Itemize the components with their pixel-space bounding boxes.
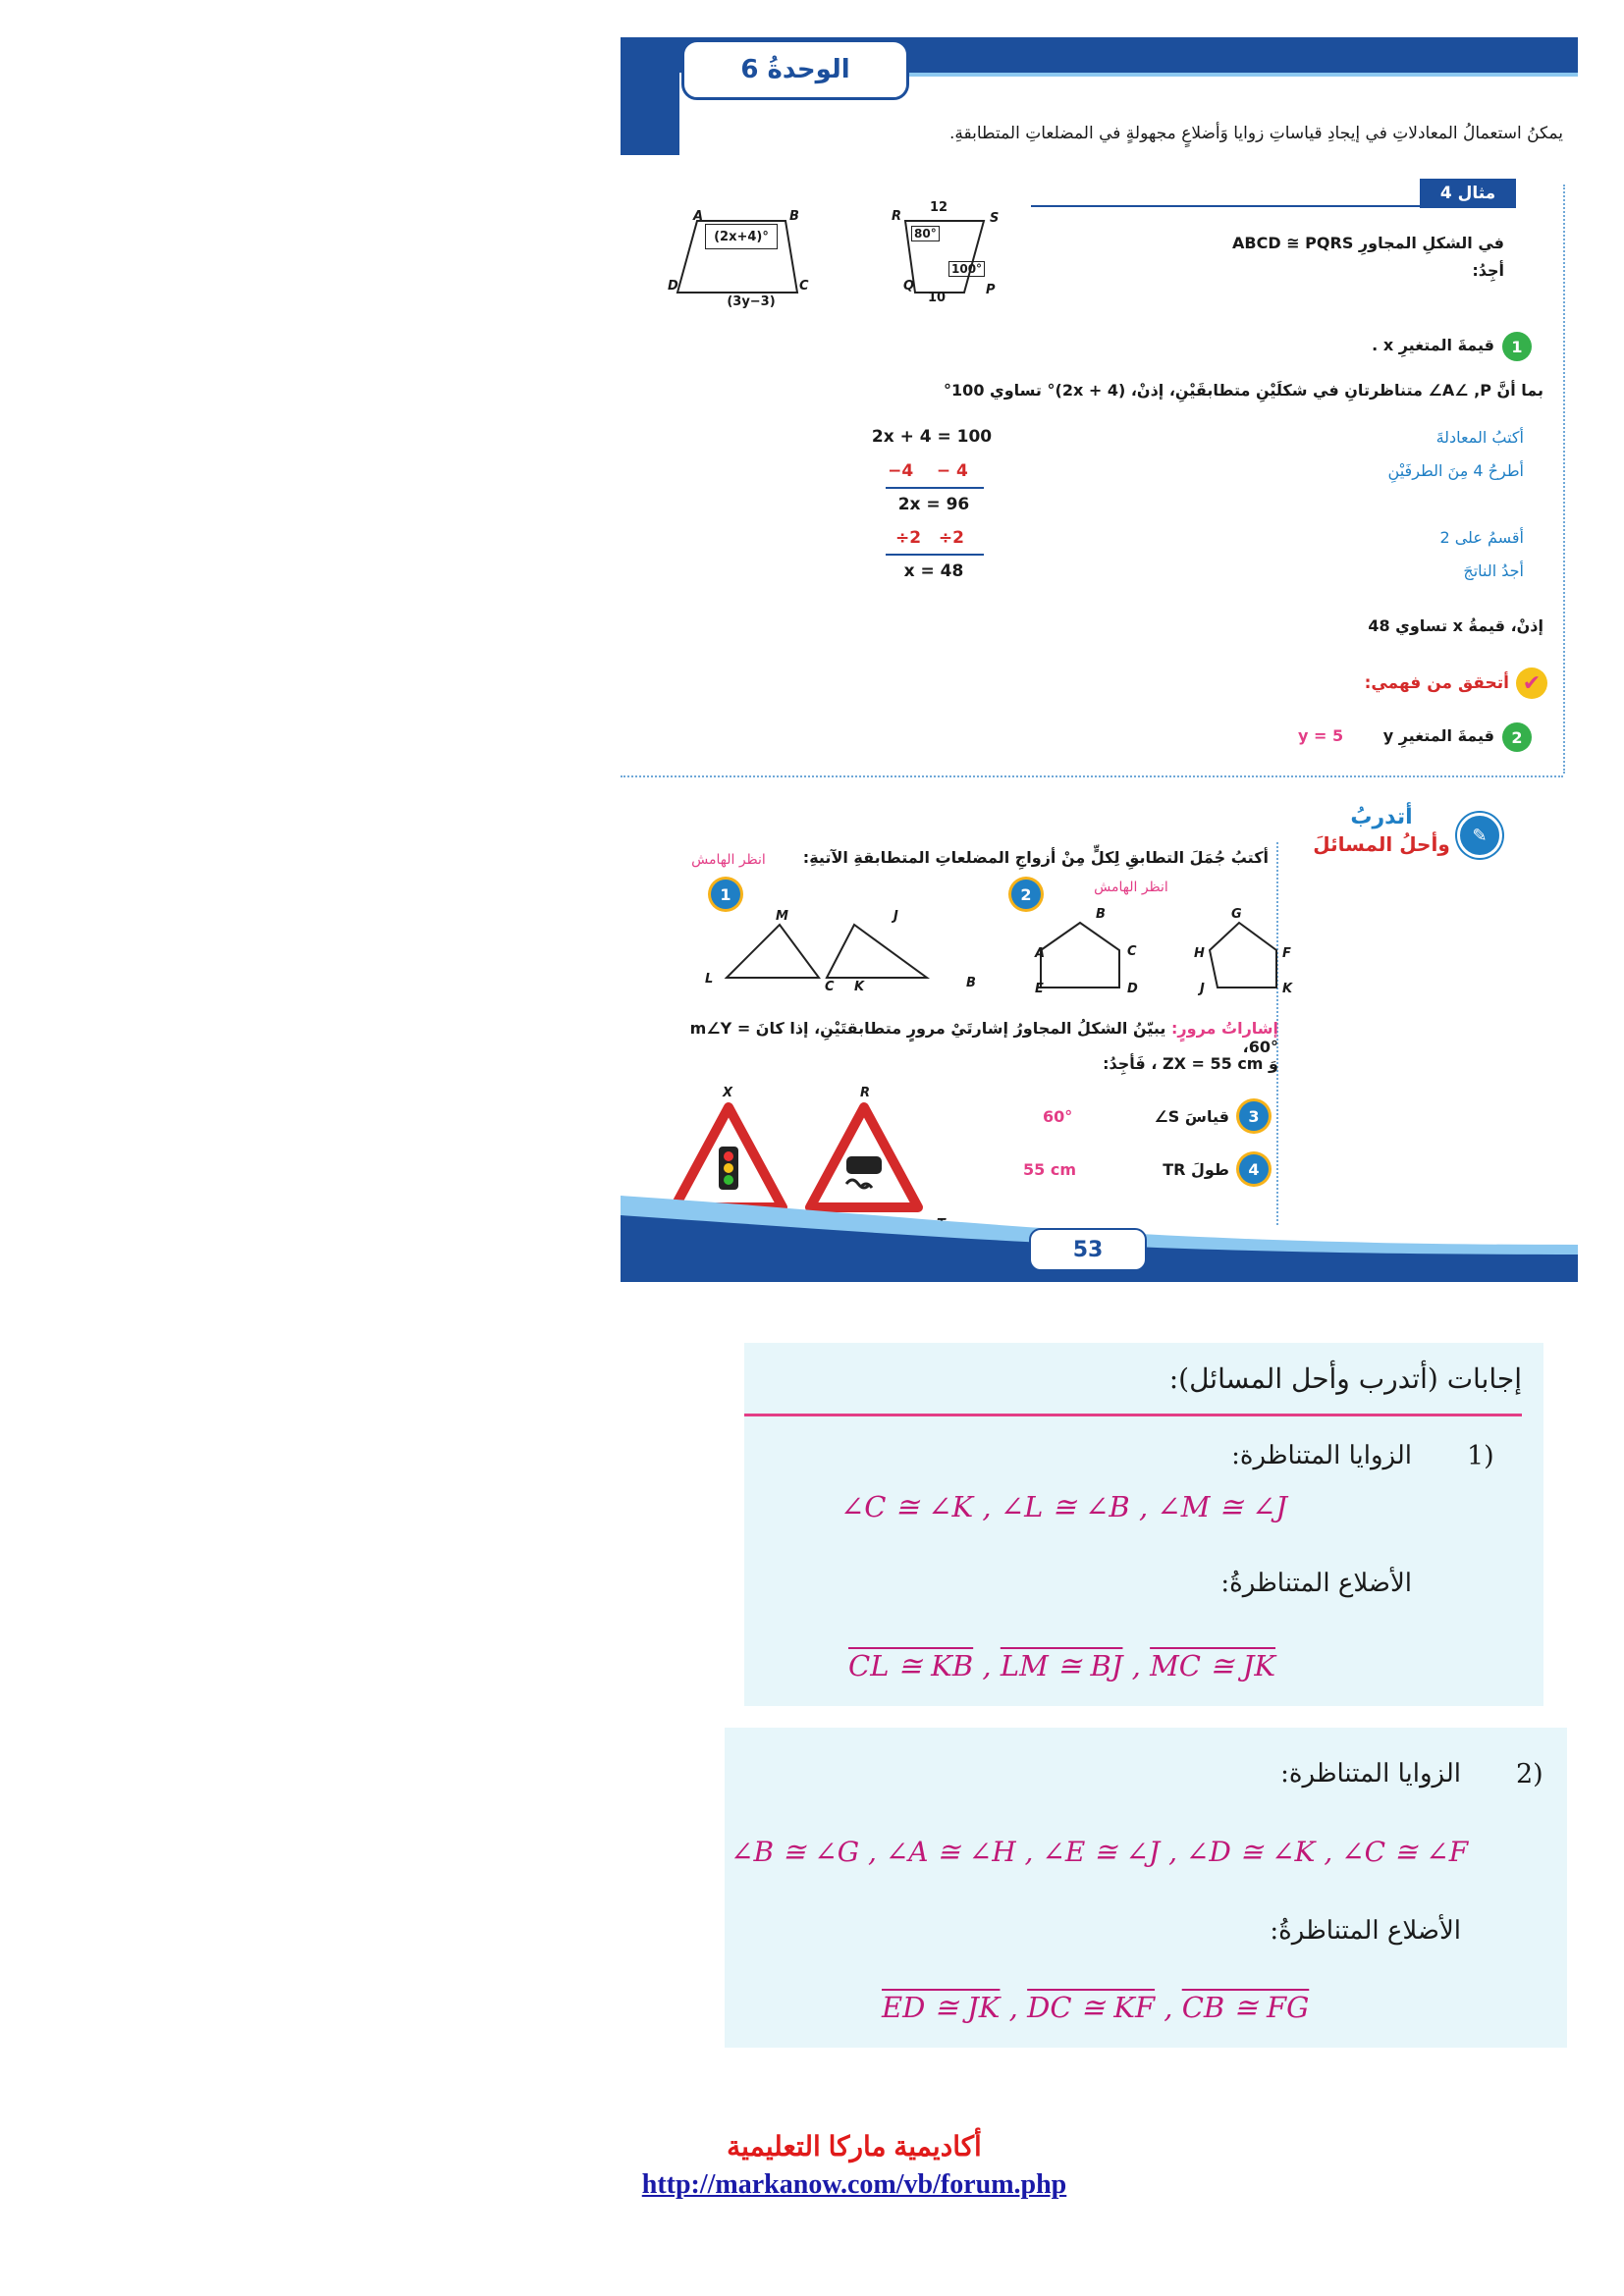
step-label-2: أطرحُ 4 مِنَ الطرفَيْنِ bbox=[1387, 461, 1524, 480]
pent-label-C: C bbox=[1127, 944, 1137, 959]
conclusion-text: إذنْ، قيمةُ x تساوي 48 bbox=[1368, 616, 1543, 635]
answers-title-rule bbox=[744, 1414, 1522, 1416]
item1-sides-label: الأضلاع المتناظرةُ: bbox=[1220, 1569, 1412, 1598]
practice-badge bbox=[1308, 805, 1494, 866]
check-icon: ✔ bbox=[1516, 667, 1547, 699]
item1-side-1: CL ≅ KB bbox=[848, 1649, 974, 1682]
q2-answer: y = 5 bbox=[1298, 726, 1344, 745]
top-band-corner bbox=[621, 37, 679, 155]
label-R: R bbox=[892, 209, 902, 224]
step-eq-3: 2x = 96 bbox=[897, 495, 970, 514]
angle-p-label: 100° bbox=[948, 261, 985, 277]
tri-label-C: C bbox=[825, 980, 835, 994]
example-prompt: في الشكلِ المجاورِ ABCD ≅ PQRS bbox=[1232, 234, 1504, 252]
side-qp-label: 10 bbox=[928, 291, 947, 305]
item1-side-3: MC ≅ JK bbox=[1150, 1649, 1276, 1682]
practice-q4-answer: 55 cm bbox=[1023, 1160, 1076, 1179]
tri-label-K: K bbox=[854, 980, 865, 994]
pent-label-H: H bbox=[1194, 946, 1205, 961]
practice-q3-badge: 3 bbox=[1239, 1101, 1269, 1131]
example-find: أجِدُ: bbox=[1472, 261, 1504, 280]
unit-title: الوحدةُ 6 bbox=[681, 39, 909, 100]
check-title: أتحقق من فهمي: bbox=[1364, 673, 1509, 693]
pent-label-J: J bbox=[1200, 982, 1205, 996]
q1-label: قيمةَ المتغيرِ x . bbox=[1372, 336, 1494, 354]
section-divider bbox=[621, 775, 1563, 777]
label-Q: Q bbox=[903, 279, 915, 294]
practice-q3-label: قياسَ S∠ bbox=[1154, 1107, 1229, 1126]
pent-label-A: A bbox=[1035, 946, 1046, 961]
step-label-4: أقسمُ على 2 bbox=[1439, 528, 1524, 547]
pent-label-F: F bbox=[1282, 946, 1291, 961]
label-S: S bbox=[990, 211, 1000, 226]
pentagon-abcde bbox=[1041, 923, 1119, 988]
label-A: A bbox=[693, 209, 704, 224]
item2-sides-label: الأضلاع المتناظرةُ: bbox=[1270, 1916, 1461, 1946]
item1-number: 1) bbox=[1467, 1441, 1494, 1471]
practice-q4-label: طولَ TR bbox=[1163, 1160, 1229, 1179]
signs-text-2: وَ ZX = 55 cm ، فَأجِدُ: bbox=[1103, 1054, 1278, 1073]
practice-q1-badge: 1 bbox=[711, 880, 740, 909]
section-vrule bbox=[1563, 185, 1565, 774]
signs-text: يبيّنُ الشكلُ المجاورُ إشارتَيْ مرورٍ متطابقتَيْنِ، إذا كانَ m∠Y = 60°، bbox=[689, 1019, 1278, 1056]
side-dc-label: (3y−3) bbox=[727, 294, 776, 309]
item2-side-1: ED ≅ JK bbox=[882, 1991, 1001, 2024]
triangle-figures bbox=[719, 901, 974, 989]
item2-angles-label: الزوايا المتناظرة: bbox=[1280, 1759, 1461, 1789]
textbook-page bbox=[621, 37, 1578, 1282]
forum-link[interactable]: http://markanow.com/vb/forum.php bbox=[641, 2169, 1067, 2200]
example-tag: مثال 4 bbox=[1420, 179, 1516, 208]
practice-badge-line2: وأحلُ المسائلَ bbox=[1313, 832, 1450, 856]
eq-rule-2 bbox=[886, 554, 984, 556]
intro-text: يمكنُ استعمالُ المعادلاتِ في إيجادِ قياساتِ زوايا وَأضلاعٍ مجهولةٍ في المضلعاتِ المتطابقةِ. bbox=[948, 124, 1563, 143]
item2-side-2: DC ≅ KF bbox=[1027, 1991, 1156, 2024]
item2-side-3: CB ≅ FG bbox=[1181, 1991, 1310, 2024]
pentagon-figures bbox=[1033, 901, 1288, 999]
tri-label-M: M bbox=[776, 909, 788, 924]
label-C: C bbox=[799, 279, 809, 294]
q2-badge: 2 bbox=[1502, 722, 1532, 752]
tri-label-B: B bbox=[966, 976, 976, 990]
side-rs-label: 12 bbox=[930, 200, 948, 215]
pent-label-D: D bbox=[1127, 982, 1138, 996]
item1-side-2: LM ≅ BJ bbox=[1000, 1649, 1123, 1682]
step-label-5: أجدُ الناتجَ bbox=[1463, 561, 1524, 580]
angle-a-label: (2x+4)° bbox=[705, 224, 778, 249]
see-margin-1: انظر الهامش bbox=[691, 852, 766, 868]
label-P: P bbox=[986, 283, 996, 297]
step-eq-2: −4 − 4 bbox=[888, 461, 968, 481]
label-D: D bbox=[668, 279, 678, 294]
pent-label-E: E bbox=[1035, 982, 1044, 996]
trapezoid-figures bbox=[670, 199, 994, 347]
tri-label-J: J bbox=[893, 909, 898, 924]
step-eq-1: 2x + 4 = 100 bbox=[871, 427, 993, 447]
step-eq-5: x = 48 bbox=[903, 561, 964, 581]
label-B: B bbox=[789, 209, 799, 224]
item1-sides: CL ≅ KB , LM ≅ BJ , MC ≅ JK bbox=[848, 1649, 1276, 1682]
answers-panel-1 bbox=[744, 1343, 1543, 1706]
triangle-lmc bbox=[727, 925, 819, 978]
pent-label-G: G bbox=[1231, 907, 1242, 922]
practice-q3-answer: 60° bbox=[1043, 1107, 1073, 1126]
item2-sides: ED ≅ JK , DC ≅ KF , CB ≅ FG bbox=[882, 1991, 1310, 2024]
triangle-kjb bbox=[827, 925, 927, 978]
angle-r-label: 80° bbox=[911, 226, 940, 241]
practice-instruction: أكتبُ جُمَلَ التطابقِ لِكلٍّ مِنْ أزواجِ المضلعاتِ المتطابقةِ الآتيةِ: bbox=[802, 848, 1269, 867]
unit-underline bbox=[909, 73, 1578, 77]
reasoning-text: بما أنَّ A∠ ,P∠ متناظرتانِ في شكلَيْنِ متطابقَيْنِ، إذنْ، (2x + 4)° تساوي 100° bbox=[944, 381, 1543, 400]
step-eq-4: ÷2 ÷2 bbox=[895, 528, 964, 548]
answers-panel-2 bbox=[725, 1728, 1567, 2048]
item2-number: 2) bbox=[1516, 1759, 1543, 1789]
pent-label-K: K bbox=[1282, 982, 1293, 996]
tri-label-L: L bbox=[705, 972, 714, 987]
item2-angles: ∠B ≅ ∠G , ∠A ≅ ∠H , ∠E ≅ ∠J , ∠D ≅ ∠K , ∠C ≅ ∠F bbox=[731, 1836, 1469, 1868]
item1-angles: ∠C ≅ ∠K , ∠L ≅ ∠B , ∠M ≅ ∠J bbox=[840, 1490, 1288, 1523]
eq-rule-1 bbox=[886, 487, 984, 489]
pencil-icon: ✎ bbox=[1457, 813, 1502, 858]
q2-label: قيمةَ المتغيرِ y bbox=[1382, 726, 1494, 745]
practice-q2-badge: 2 bbox=[1011, 880, 1041, 909]
skidding-car-icon bbox=[846, 1156, 882, 1174]
signs-paragraph bbox=[660, 1019, 1278, 1056]
pent-label-B: B bbox=[1096, 907, 1106, 922]
practice-badge-line1: أتدربُ bbox=[1350, 805, 1413, 829]
signs-title: إشاراتُ مرورٍ: bbox=[1171, 1019, 1278, 1038]
sign-label-X: X bbox=[723, 1086, 733, 1100]
academy-name: أكاديمية ماركا التعليمية bbox=[727, 2131, 982, 2162]
step-label-1: أكتبُ المعادلةَ bbox=[1435, 428, 1524, 447]
item1-angles-label: الزوايا المتناظرة: bbox=[1231, 1441, 1412, 1470]
pentagon-hgfkj bbox=[1210, 923, 1276, 988]
see-margin-2: انظر الهامش bbox=[1094, 880, 1168, 895]
practice-q4-badge: 4 bbox=[1239, 1154, 1269, 1184]
sign-label-R: R bbox=[860, 1086, 871, 1100]
q1-badge: 1 bbox=[1502, 332, 1532, 361]
page-number: 53 bbox=[1029, 1228, 1147, 1271]
answers-title: إجابات (أتدرب وأحل المسائل): bbox=[1168, 1362, 1522, 1395]
